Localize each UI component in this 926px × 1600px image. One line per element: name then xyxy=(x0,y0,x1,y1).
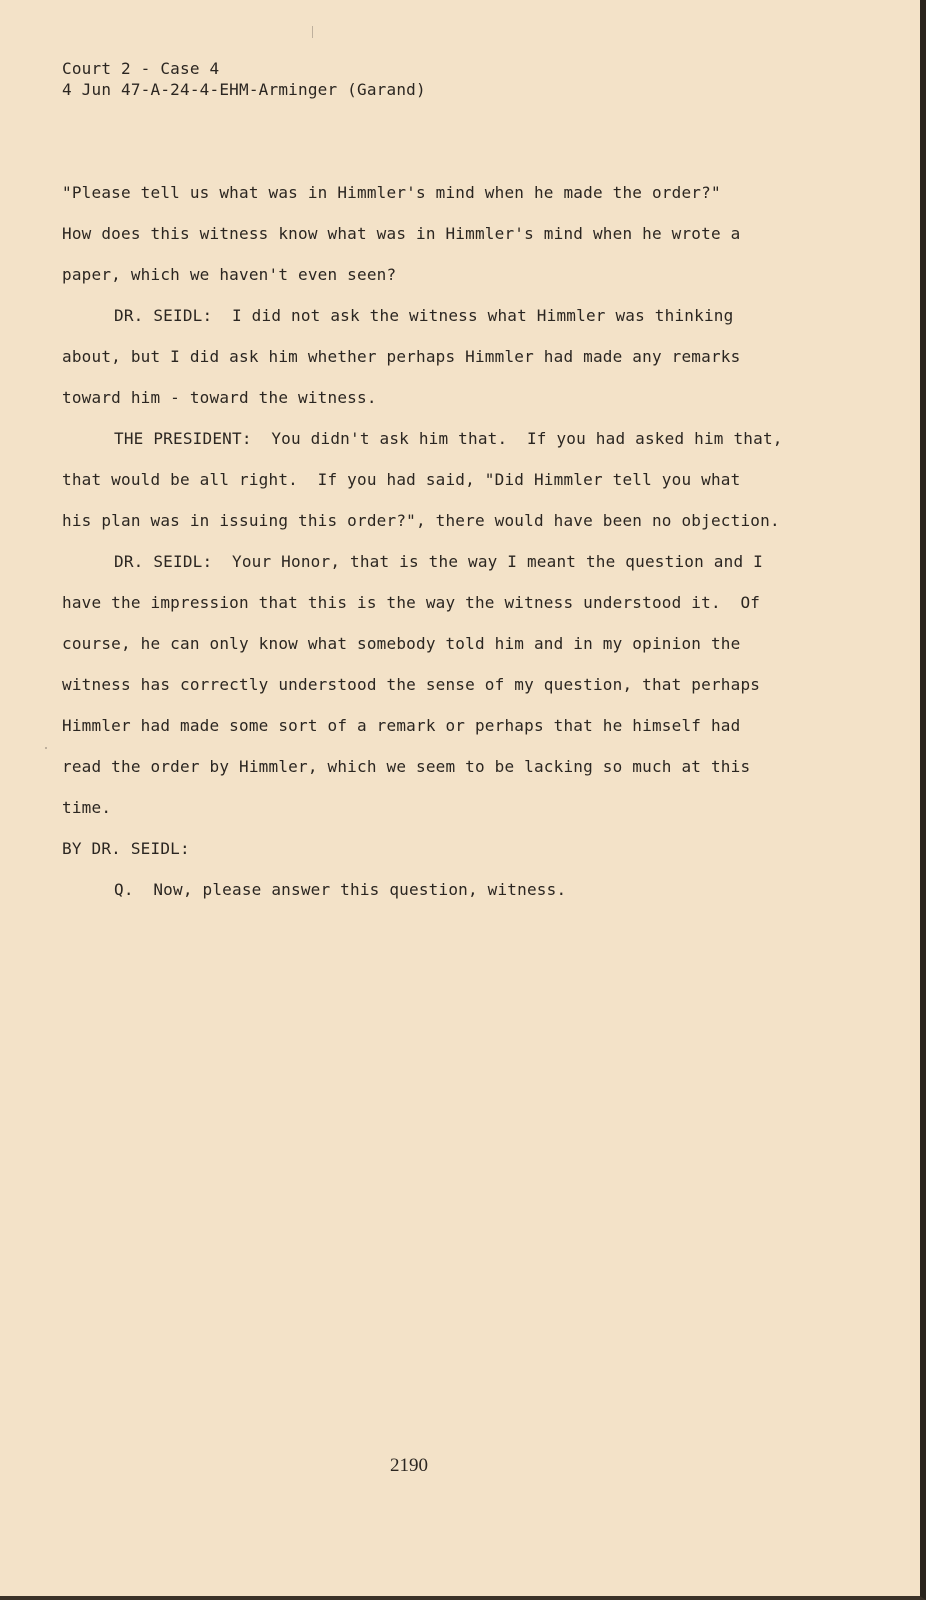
transcript-line: have the impression that this is the way the witness understood it. Of xyxy=(62,593,761,612)
transcript-line: toward him - toward the witness. xyxy=(62,388,377,407)
transcript-line: that would be all right. If you had said, "Did Himmler tell you what xyxy=(62,470,741,489)
transcript-line: his plan was in issuing this order?", there would have been no objection. xyxy=(62,511,780,530)
transcript-line: DR. SEIDL: Your Honor, that is the way I meant the question and I xyxy=(114,552,763,571)
transcript-line: Himmler had made some sort of a remark or perhaps that he himself had xyxy=(62,716,741,735)
transcript-line: read the order by Himmler, which we seem to be lacking so much at this xyxy=(62,757,751,776)
transcript-line: "Please tell us what was in Himmler's mind when he made the order?" xyxy=(62,183,721,202)
transcript-line: time. xyxy=(62,798,112,817)
paper-speck xyxy=(45,747,47,749)
transcript-line: witness has correctly understood the sense of my question, that perhaps xyxy=(62,675,761,694)
transcript-line: Q. Now, please answer this question, witness. xyxy=(114,880,567,899)
transcript-line: about, but I did ask him whether perhaps Himmler had made any remarks xyxy=(62,347,741,366)
transcript-line: How does this witness know what was in Himmler's mind when he wrote a xyxy=(62,224,741,243)
transcript-body xyxy=(62,172,822,910)
page-number: 2190 xyxy=(390,1455,428,1476)
case-line: Court 2 - Case 4 xyxy=(62,59,220,78)
transcript-reference-line: 4 Jun 47-A-24-4-EHM-Arminger (Garand) xyxy=(62,80,426,99)
document-header xyxy=(62,58,426,100)
transcript-line: BY DR. SEIDL: xyxy=(62,839,190,858)
transcript-line: DR. SEIDL: I did not ask the witness what Himmler was thinking xyxy=(114,306,734,325)
transcript-line: course, he can only know what somebody told him and in my opinion the xyxy=(62,634,741,653)
transcript-line: THE PRESIDENT: You didn't ask him that. If you had asked him that, xyxy=(114,429,783,448)
transcript-line: paper, which we haven't even seen? xyxy=(62,265,397,284)
paper-speck xyxy=(312,26,313,38)
